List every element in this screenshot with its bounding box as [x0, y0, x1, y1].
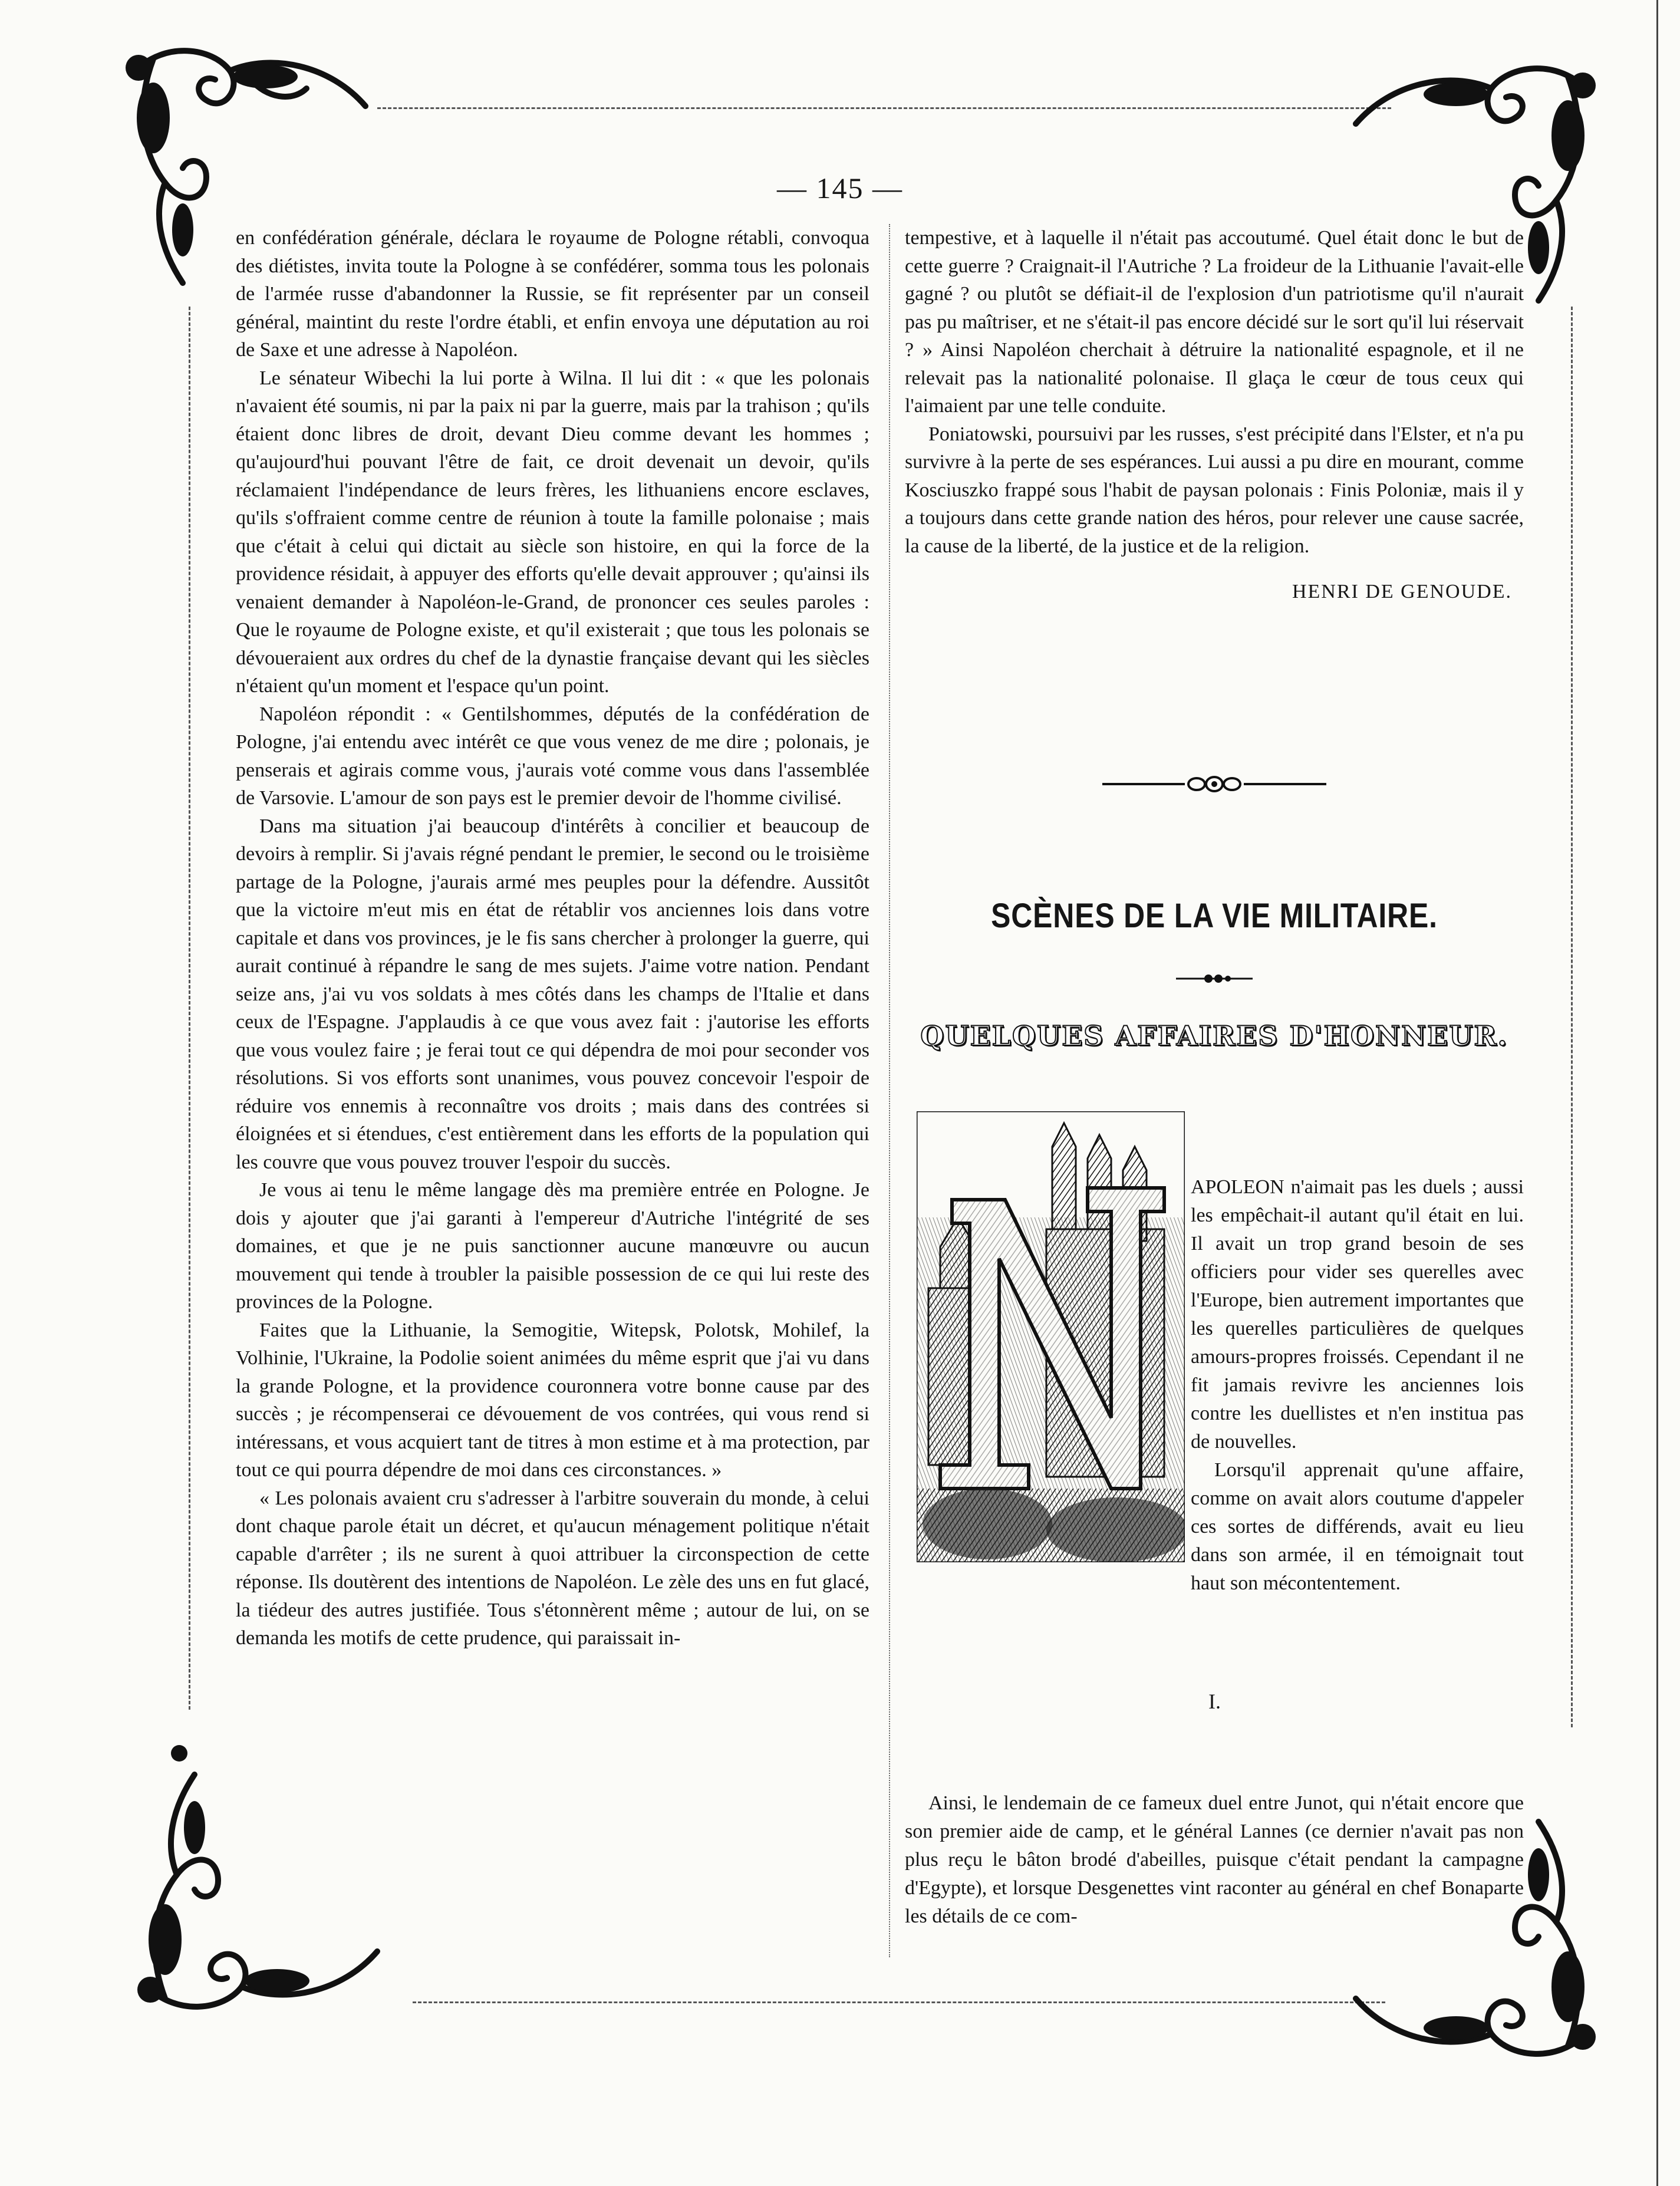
paragraph: tempestive, et à laquelle il n'était pas accoutumé. Quel était donc le but de cette guerre ? Craignait-il l'Autriche ? La froideur de la Lithuanie l'avait-elle gagné ? ou plutôt se défiait-il de l'explosion d'un patriotisme qu'il n'aurait pas pu maîtriser, et ne s'était-il pas encore décidé sur le sort qu'il lui réservait ? » Ainsi Napoléon cherchait à détruire la nationalité espagnole, et il ne relevait pas la nationalité polonaise. Il glaça le cœur de tous ceux qui l'aimaient par une telle conduite.	[905, 227, 1524, 417]
paragraph: Napoléon répondit : « Gentilshommes, députés de la confédération de Pologne, j'ai entendu avec intérêt ce que vous venez de me dire ; polonais, je penserais et agirais comme vous, j'aurais voté comme vous dans l'assemblée de Varsovie. L'amour de son pays est le premier devoir de l'homme civilisé.	[236, 703, 869, 809]
paragraph: Poniatowski, poursuivi par les russes, s'est précipité dans l'Elster, et n'a pu survivre à la perte de ses espérances. Lui aussi a pu dire en mourant, comme Kosciuszko frappé sous l'habit de paysan polonais : Finis Poloniæ, mais il y a toujours dans cette grande nation des héros, pour relever une cause sacrée, la cause de la liberté, de la justice et de la religion.	[905, 423, 1524, 557]
paragraph: Ainsi, le lendemain de ce fameux duel entre Junot, qui n'était encore que son premier aide de camp, et le général Lannes (ce dernier n'avait pas non plus reçu le bâton brodé d'abeilles, puisque c'était pendant la campagne d'Egypte), et lorsque Desgenettes vint raconter au général en chef Bonaparte les détails de ce com-	[905, 1792, 1524, 1927]
left-column	[236, 224, 869, 1652]
separator-ornament	[1102, 772, 1326, 796]
paragraph: APOLEON n'aimait pas les duels ; aussi les empêchait-il autant qu'il était en lui. Il avait un trop grand besoin de ses officiers pour vider ses querelles avec l'Europe, bien autrement importantes que les querelles particulières de quelques amours-propres froissés. Cependant il ne fit jamais revivre les anciennes lois contre les duellistes et n'en institua pas de nouvelles.	[1191, 1176, 1524, 1453]
right-column-top	[905, 224, 1524, 606]
bottom-border-line	[413, 2001, 1385, 2003]
page-number: — 145 —	[777, 172, 903, 205]
left-border-line	[189, 307, 190, 1710]
story-chapter-one	[905, 1789, 1524, 1931]
story-intro	[905, 1173, 1524, 1598]
paragraph: Je vous ai tenu le même langage dès ma première entrée en Pologne. Je dois y ajouter que j'ai garanti à l'empereur d'Autriche l'intégrité de ses domaines, et que je ne puis sanctionner aucune manœuvre ou aucun mouvement qui tende à troubler la paisible possession de ce qui lui reste des provinces de la Pologne.	[236, 1179, 869, 1313]
paragraph: « Les polonais avaient cru s'adresser à l'arbitre souverain du monde, à celui dont chaque parole était un décret, et qu'aucun ménagement politique n'était capable d'arrêter ; ils ne surent à quoi attribuer la circonspection de cette réponse. Ils doutèrent des intentions de Napoléon. Le zèle des uns en fut glacé, la tiédeur des autres justifiée. Tous s'étonnèrent même ; autour de lui, on se demanda les motifs de cette prudence, qui paraissait in-	[236, 1487, 869, 1649]
right-border-line	[1571, 307, 1573, 1727]
paragraph: Dans ma situation j'ai beaucoup d'intérêts à concilier et beaucoup de devoirs à remplir. Si j'avais régné pendant le premier, le second ou le troisième partage de la Pologne, j'aurais armé mes peuples pour la défendre. Aussitôt que la victoire m'eut mis en état de rétablir vos anciennes lois dans votre capitale et dans vos provinces, je le fis sans chercher à prolonger la guerre, qui aurait continué à répandre le sang de mes sujets. J'aime votre nation. Pendant seize ans, j'ai vu vos soldats à mes côtés dans les champs de l'Italie et dans ceux de l'Espagne. J'applaudis à ce que vous avez fait : j'autorise les efforts que vous voulez faire ; je ferai tout ce qui dépendra de moi pour seconder vos résolutions. Si vos efforts sont unanimes, vous pouvez concevoir l'espoir de réduire vos ennemis à reconnaître vos droits ; mais dans des contrées si éloignées et si étendues, c'est entièrement dans les efforts de la population qui les couvre que vous pouvez trouver l'espoir du succès.	[236, 815, 869, 1173]
paragraph: Faites que la Lithuanie, la Semogitie, Witepsk, Polotsk, Mohilef, la Volhinie, l'Ukraine, la Podolie soient animées du même esprit que j'ai vu dans la grande Pologne, et la providence couronnera votre bonne cause par des succès ; je récompenserai ce dévouement de vos contrées, qui vous rend si intéressans, et vous acquiert tant de titres à mon estime et à ma protection, par tout ce qui pourra dépendre de moi dans ces circonstances. »	[236, 1319, 869, 1481]
section-subtitle: QUELQUES AFFAIRES D'HONNEUR.	[920, 1020, 1508, 1052]
author-signature: HENRI DE GENOUDE.	[1292, 581, 1512, 603]
column-divider	[889, 224, 890, 1957]
paragraph: Lorsqu'il apprenait qu'une affaire, comme on avait alors coutume d'appeler ces sortes de différends, avait eu lieu dans son armée, il en témoignait tout haut son mécontentement.	[1191, 1459, 1524, 1594]
section-title: SCÈNES DE LA VIE MILITAIRE.	[991, 897, 1438, 935]
top-border-line	[377, 107, 1391, 109]
ink-dot	[171, 1745, 187, 1762]
page-edge-line	[1656, 0, 1658, 2186]
chapter-number: I.	[1208, 1690, 1221, 1713]
corner-ornament-bottom-left	[130, 1769, 383, 2022]
paragraph: en confédération générale, déclara le royaume de Pologne rétabli, convoqua des diétistes, invita toute la Pologne à se confédérer, somma tous les polonais de l'armée russe d'abandonner la Russie, se fit représenter par un conseil général, maintint du reste l'ordre établi, et enfin envoya une députation au roi de Saxe et une adresse à Napoléon.	[236, 227, 869, 361]
paragraph: Le sénateur Wibechi la lui porte à Wilna. Il lui dit : « que les polonais n'avaient été soumis, ni par la paix ni par la guerre, mais par la trahison ; qu'ils étaient donc libres de droit, devant Dieu comme devant les hommes ; qu'aujourd'hui pouvant l'être de fait, ce droit devenait un devoir, qu'ils réclamaient l'indépendance de leurs frères, les lithuaniens encore esclaves, qu'ils s'offraient comme centre de réunion à toute la famille polonaise ; mais que c'était à celui qui dictait au siècle son histoire, en qui la force de la providence résidait, à appuyer des efforts qu'elle devait approuver ; qu'ainsi ils venaient demander à Napoléon-le-Grand, de prononcer ces seules paroles : Que le royaume de Pologne existe, et qu'il existerait ; que tous les polonais se dévoueraient aux ordres du chef de la dynastie française devant qui les siècles n'étaient qu'un moment et l'espace qu'un point.	[236, 367, 869, 697]
small-separator-ornament	[1176, 972, 1253, 986]
